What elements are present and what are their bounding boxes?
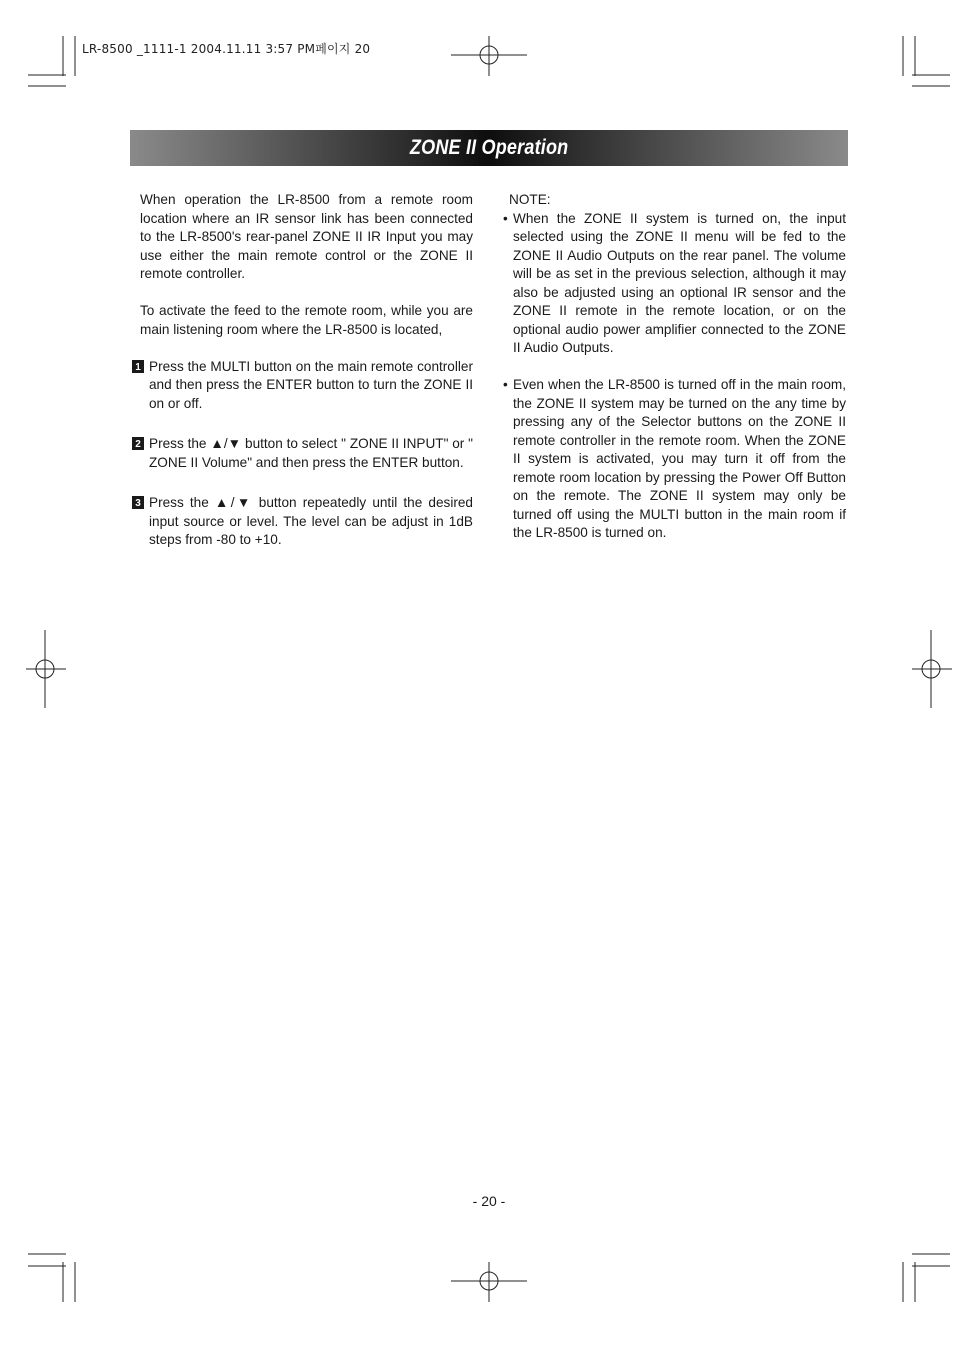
step-number-badge: 1 bbox=[132, 360, 144, 373]
print-slug: LR-8500 _1111-1 2004.11.11 3:57 PM페이지 20 bbox=[82, 42, 371, 56]
registration-target-bottom bbox=[451, 1262, 527, 1302]
registration-target-top bbox=[451, 36, 527, 76]
intro-paragraph: When operation the LR-8500 from a remote room location where an IR sensor link has been connected to the LR-8500's rear-panel ZONE II IR Input you may use either the main remote control or the ZONE II remote controller. bbox=[140, 192, 473, 281]
step-number-badge: 3 bbox=[132, 496, 144, 509]
left-column bbox=[135, 191, 473, 550]
registration-target-left bbox=[26, 630, 66, 708]
step-number-badge: 2 bbox=[132, 437, 144, 450]
note-text: Even when the LR-8500 is turned off in the main room, the ZONE II system may be turned on the any time by pressing any of the Selector buttons on the ZONE II remote controller in the remote room. When the ZONE II system is activated, you may turn it off from the remote room location by pressing the Power Off Button on the remote. The ZONE II system may only be turned off using the MULTI button in the main room if the LR-8500 is turned on. bbox=[513, 377, 846, 540]
note-item-2 bbox=[503, 376, 846, 543]
page-number: - 20 - bbox=[472, 1193, 506, 1209]
registration-target-right bbox=[912, 630, 952, 708]
note-item-1 bbox=[503, 210, 846, 358]
step-text: Press the ▲/▼ button repeatedly until the desired input source or level. The level can be adjust in 1dB steps from -80 to +10. bbox=[149, 495, 473, 547]
section-title: ZONE II Operation bbox=[409, 136, 569, 159]
note-text: When the ZONE II system is turned on, the input selected using the ZONE II menu will be fed to the ZONE II Audio Outputs on the rear panel. The volume will be as set in the previous selection, although it may also be adjusted using an optional IR sensor and the ZONE II remote in the remote location, or on the optional audio power amplifier connected to the ZONE II Audio Outputs. bbox=[513, 210, 846, 355]
step-3 bbox=[135, 494, 473, 550]
bullet-icon: • bbox=[503, 377, 508, 392]
right-column bbox=[503, 191, 846, 543]
step-text: Press the ▲/▼ button to select " ZONE II INPUT" or " ZONE II Volume" and then press the ENTER button. bbox=[149, 436, 473, 470]
step-2 bbox=[135, 435, 473, 472]
note-label: NOTE: bbox=[509, 192, 551, 207]
step-1 bbox=[135, 358, 473, 414]
section-title-bar bbox=[130, 130, 848, 166]
bullet-icon: • bbox=[503, 210, 508, 226]
step-text: Press the MULTI button on the main remote controller and then press the ENTER button to turn the ZONE II on or off. bbox=[149, 358, 473, 411]
activate-paragraph: To activate the feed to the remote room, while you are main listening room where the LR-8500 is located, bbox=[140, 303, 473, 337]
